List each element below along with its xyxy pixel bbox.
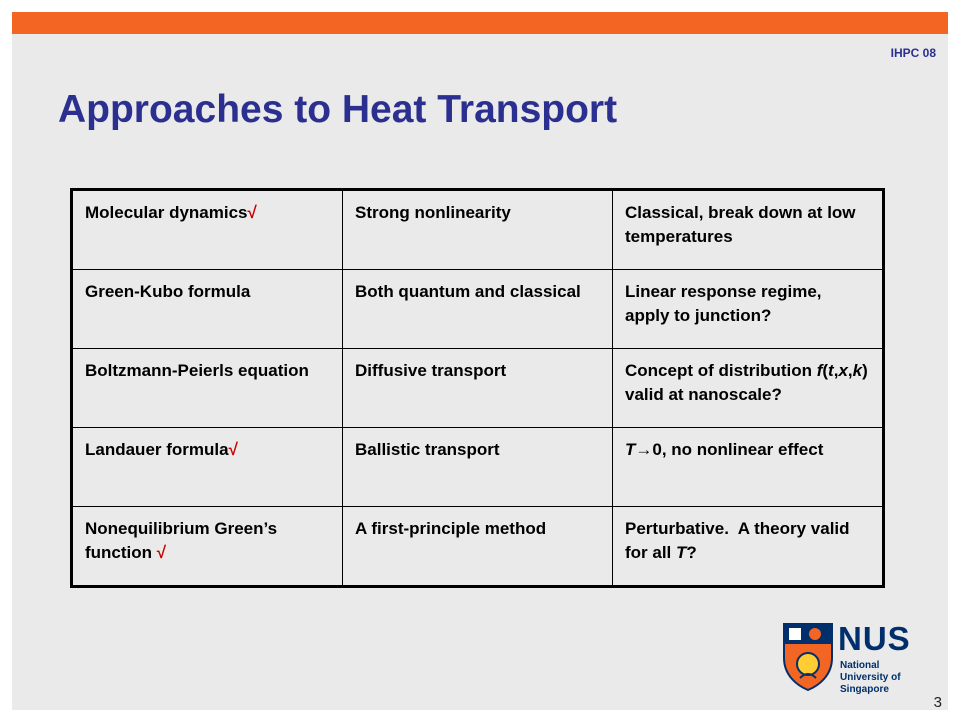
nus-logo [780,620,920,696]
slide-title: Approaches to Heat Transport [58,88,618,131]
comparison-table-wrapper [70,188,885,588]
table-cell: Nonequilibrium Green’s function √ [72,507,343,587]
page-number: 3 [933,694,942,711]
table-row [72,190,884,270]
table-cell: Ballistic transport [343,428,613,507]
table-cell: Classical, break down at low temperatures [613,190,884,270]
table-row [72,428,884,507]
table-cell: Green-Kubo formula [72,270,343,349]
logo-wordmark: NUS [838,620,911,657]
nus-shield-icon [780,620,836,692]
check-mark-icon: √ [228,440,238,459]
table-cell: Concept of distribution f(t,x,k) valid at nanoscale? [613,349,884,428]
logo-subtitle: National University of Singapore [840,660,901,695]
table-cell: Boltzmann-Peierls equation [72,349,343,428]
table-cell: Landauer formula√ [72,428,343,507]
table-cell: Diffusive transport [343,349,613,428]
table-row [72,349,884,428]
table-row [72,507,884,587]
table-cell: Perturbative. A theory valid for all T? [613,507,884,587]
table-cell: A first-principle method [343,507,613,587]
top-accent-bar [12,12,948,34]
check-mark-icon: √ [247,203,257,222]
table-cell: Both quantum and classical [343,270,613,349]
check-mark-icon: √ [156,543,167,562]
table-cell: Linear response regime, apply to junction? [613,270,884,349]
table-cell: Molecular dynamics√ [72,190,343,270]
conference-tag: IHPC 08 [890,46,936,60]
table-cell: Strong nonlinearity [343,190,613,270]
table-cell: T→0, no nonlinear effect [613,428,884,507]
table-row [72,270,884,349]
comparison-table [70,188,885,588]
